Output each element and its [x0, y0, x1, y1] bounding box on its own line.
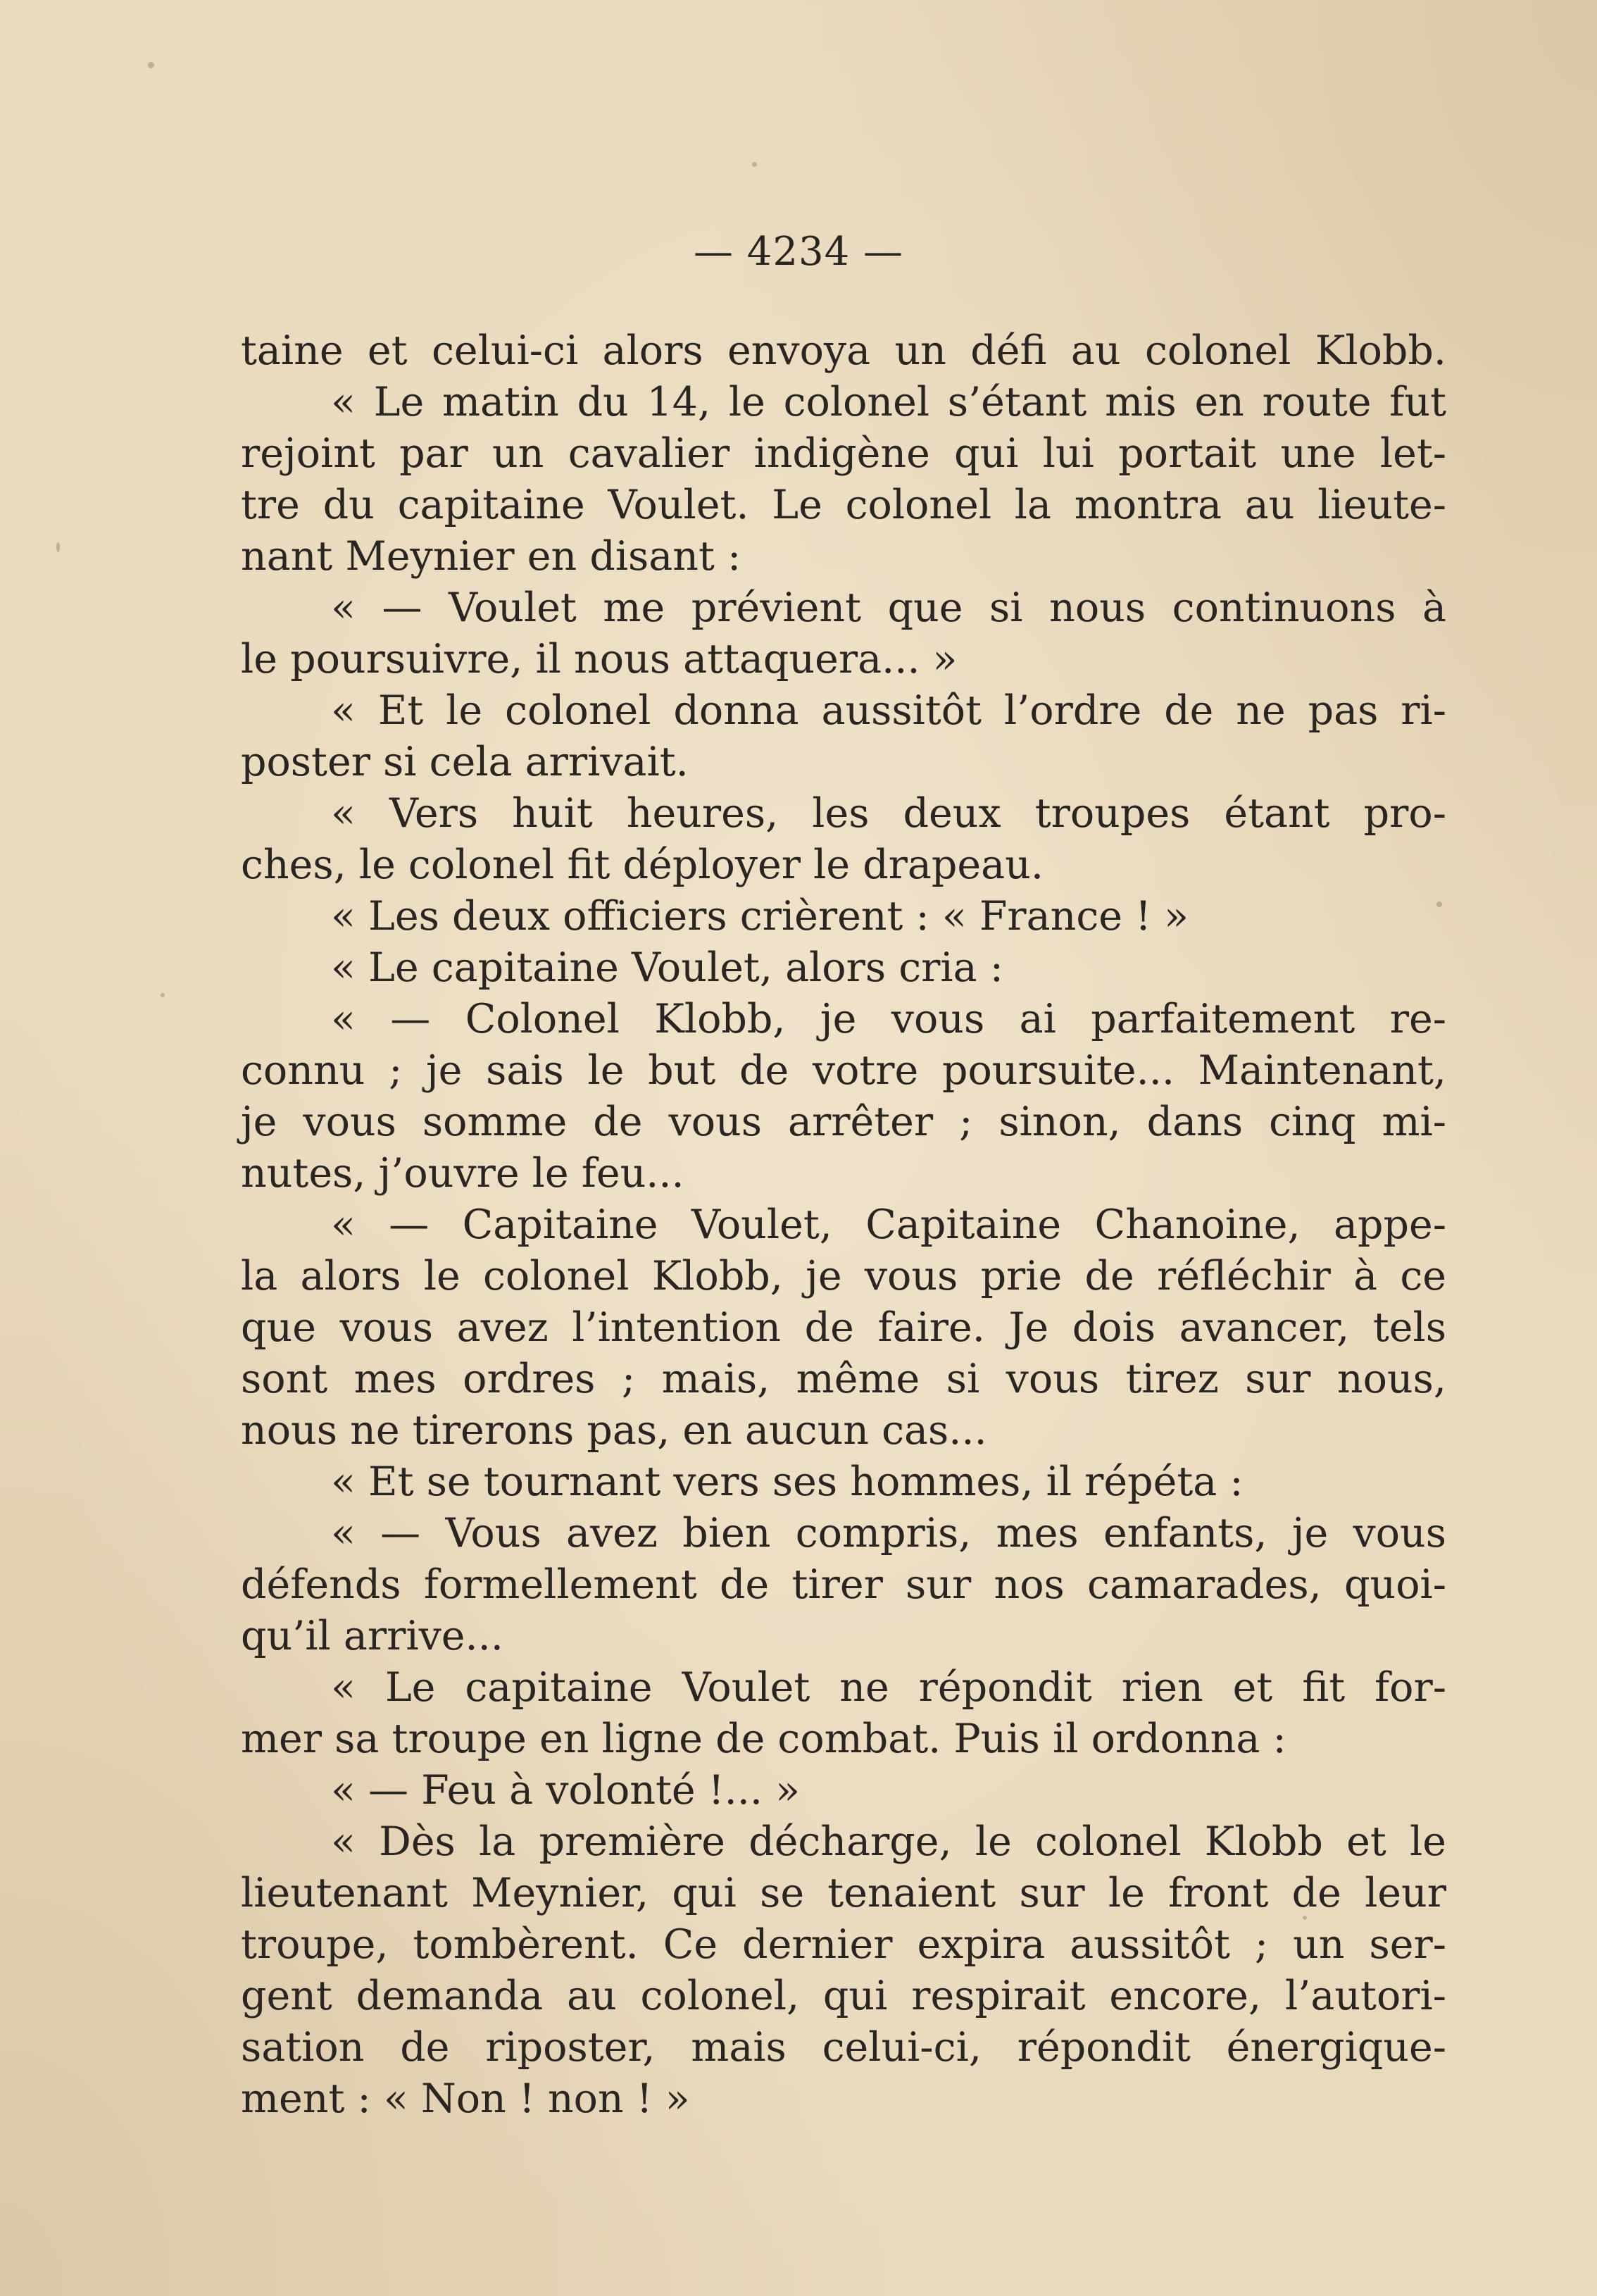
text-line: « Vers huit heures, les deux troupes étant pro- [331, 790, 1446, 837]
text-line: rejoint par un cavalier indigène qui lui portait une let- [241, 430, 1446, 477]
text-line: « Le matin du 14, le colonel s’étant mis en route fut [331, 379, 1446, 425]
text-line: ches, le colonel fit déployer le drapeau. [241, 842, 1044, 888]
text-line: « Et le colonel donna aussitôt l’ordre de ne pas ri- [331, 687, 1446, 734]
text-line: qu’il arrive... [241, 1613, 503, 1659]
paper-speck [148, 62, 154, 68]
text-line: nutes, j’ouvre le feu... [241, 1150, 684, 1197]
text-line: ment : « Non ! non ! » [241, 2076, 690, 2122]
text-line: troupe, tombèrent. Ce dernier expira aussitôt ; un ser- [241, 1921, 1446, 1968]
text-line: « Le capitaine Voulet, alors cria : [331, 944, 1003, 991]
text-line: tre du capitaine Voulet. Le colonel la montra au lieute- [241, 482, 1446, 528]
text-line: la alors le colonel Klobb, je vous prie de réfléchir à ce [241, 1253, 1446, 1299]
text-line: « Les deux officiers crièrent : « France ! » [331, 893, 1189, 940]
text-line: « Dès la première décharge, le colonel Klobb et le [331, 1818, 1446, 1865]
paper-speck [1436, 901, 1442, 907]
text-line: « — Voulet me prévient que si nous continuons à [331, 585, 1446, 631]
paper-speck [56, 542, 60, 552]
text-line: sation de riposter, mais celui-ci, répondit énergique- [241, 2024, 1446, 2071]
text-line: taine et celui-ci alors envoya un défi au colonel Klobb. [241, 327, 1446, 374]
body-text [241, 325, 1446, 2125]
text-line: « — Feu à volonté !... » [331, 1767, 800, 1814]
text-line: le poursuivre, il nous attaquera... » [241, 636, 958, 682]
text-line: connu ; je sais le but de votre poursuite... Maintenant, [241, 1047, 1446, 1094]
text-line: « Le capitaine Voulet ne répondit rien et fit for- [331, 1664, 1446, 1711]
paper-speck [752, 162, 757, 167]
text-line: nous ne tirerons pas, en aucun cas... [241, 1407, 987, 1454]
text-line: défends formellement de tirer sur nos camarades, quoi- [241, 1561, 1446, 1608]
text-line: mer sa troupe en ligne de combat. Puis il ordonna : [241, 1716, 1286, 1762]
text-line: « Et se tournant vers ses hommes, il répéta : [331, 1459, 1244, 1505]
text-line: lieutenant Meynier, qui se tenaient sur le front de leur [241, 1870, 1446, 1916]
page-number: — 4234 — [693, 229, 904, 275]
text-line: nant Meynier en disant : [241, 533, 741, 580]
text-line: « — Colonel Klobb, je vous ai parfaitement re- [331, 996, 1446, 1042]
text-line: « — Capitaine Voulet, Capitaine Chanoine, appe- [331, 1202, 1446, 1248]
text-line: sont mes ordres ; mais, même si vous tirez sur nous, [241, 1356, 1446, 1402]
paper-speck [1303, 1916, 1307, 1920]
text-line: poster si cela arrivait. [241, 739, 689, 785]
text-line: gent demanda au colonel, qui respirait encore, l’autori- [241, 1973, 1446, 2019]
paper-speck [161, 993, 165, 997]
text-line: « — Vous avez bien compris, mes enfants, je vous [331, 1510, 1446, 1556]
text-line: je vous somme de vous arrêter ; sinon, dans cinq mi- [241, 1099, 1446, 1145]
text-line: que vous avez l’intention de faire. Je dois avancer, tels [241, 1304, 1446, 1351]
